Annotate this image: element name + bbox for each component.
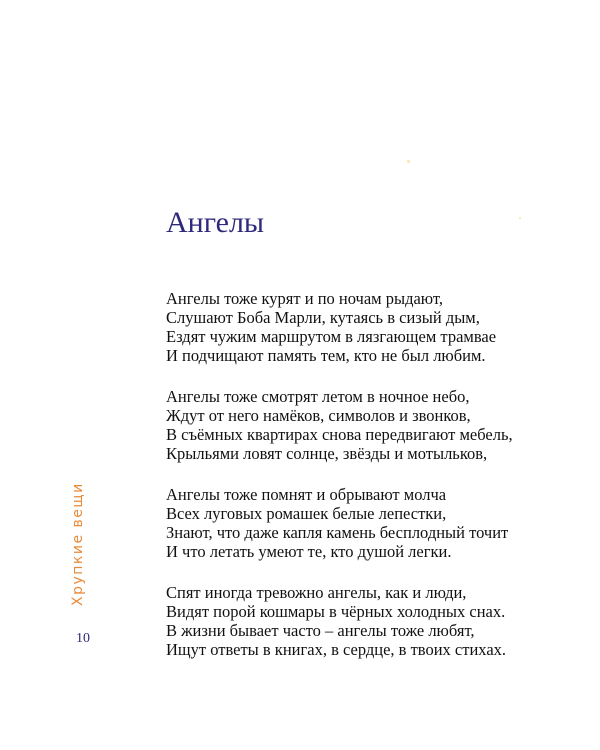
poem-title: Ангелы bbox=[166, 206, 265, 239]
poem-line: Ищут ответы в книгах, в сердце, в твоих стихах. bbox=[166, 640, 507, 659]
poem-line: И подчищают память тем, кто не был любим. bbox=[166, 346, 486, 365]
stanza-2 bbox=[166, 387, 586, 463]
poem-line: В съёмных квартирах снова передвигают мебель, bbox=[166, 425, 513, 444]
poem-line: Всех луговых ромашек белые лепестки, bbox=[166, 504, 447, 523]
poem-line: Видят порой кошмары в чёрных холодных снах. bbox=[166, 602, 506, 621]
page-number: 10 bbox=[76, 631, 90, 646]
poem-line: В жизни бывает часто – ангелы тоже любят, bbox=[166, 621, 475, 640]
poem-line: Знают, что даже капля камень бесплодный точит bbox=[166, 523, 509, 542]
poem-line: Ангелы тоже курят и по ночам рыдают, bbox=[166, 289, 443, 308]
decorative-speck bbox=[407, 160, 410, 163]
poem-line: Ангелы тоже помнят и обрывают молча bbox=[166, 485, 447, 504]
poem-line: Ангелы тоже смотрят летом в ночное небо, bbox=[166, 387, 470, 406]
book-title-vertical: Хрупкие вещи bbox=[70, 482, 86, 606]
stanza-1 bbox=[166, 289, 586, 365]
poem-line: Ждут от него намёков, символов и звонков, bbox=[166, 406, 471, 425]
decorative-speck bbox=[519, 217, 521, 219]
poem-line: Спят иногда тревожно ангелы, как и люди, bbox=[166, 583, 467, 602]
poem-line: Крыльями ловят солнце, звёзды и мотыльков, bbox=[166, 444, 488, 463]
poem-line: И что летать умеют те, кто душой легки. bbox=[166, 542, 452, 561]
stanza-4 bbox=[166, 583, 586, 659]
poem-line: Ездят чужим маршрутом в лязгающем трамвае bbox=[166, 327, 497, 346]
poem-body bbox=[166, 289, 586, 681]
poem-line: Слушают Боба Марли, кутаясь в сизый дым, bbox=[166, 308, 480, 327]
stanza-3 bbox=[166, 485, 586, 561]
